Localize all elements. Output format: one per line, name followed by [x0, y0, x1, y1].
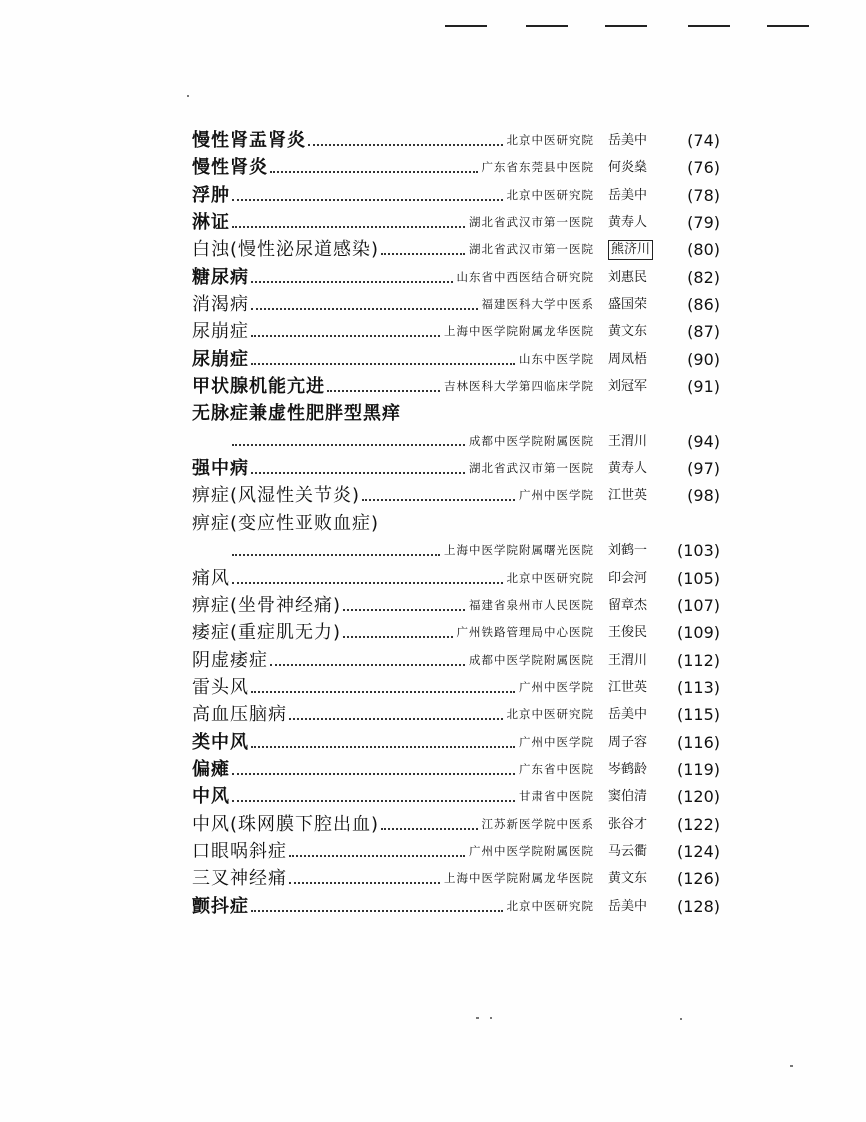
entry-title: 偏瘫 — [192, 756, 232, 783]
entry-institution: 山东省中西医结合研究院 — [453, 264, 599, 291]
entry-institution: 成都中医学院附属医院 — [465, 428, 598, 455]
entry-title: 浮肿 — [192, 182, 232, 209]
entry-author: 周子容 — [608, 734, 648, 750]
entry-title: 痿症(重症肌无力) — [192, 619, 343, 646]
dot-leader — [251, 281, 453, 283]
entry-page-number: (94) — [687, 431, 720, 451]
dot-leader — [251, 308, 478, 310]
entry-institution: 吉林医科大学第四临床学院 — [440, 373, 598, 400]
rule — [767, 25, 809, 27]
toc-entry — [192, 318, 720, 345]
dot-leader — [289, 882, 440, 884]
toc-entry — [192, 729, 720, 756]
toc-entry — [192, 373, 720, 400]
entry-author: 岳美中 — [608, 187, 648, 203]
entry-institution: 北京中医研究院 — [503, 893, 599, 920]
entry-page-number: (97) — [687, 459, 720, 479]
entry-institution: 湖北省武汉市第一医院 — [465, 236, 598, 263]
entry-author: 江世英 — [608, 488, 648, 504]
entry-title: 慢性肾炎 — [192, 154, 270, 181]
entry-institution: 北京中医研究院 — [503, 701, 599, 728]
toc-entry — [192, 182, 720, 209]
entry-page-number: (78) — [687, 185, 720, 205]
dot-leader — [251, 910, 503, 912]
entry-page-number: (122) — [676, 814, 720, 834]
entry-page-number: (128) — [676, 896, 720, 916]
entry-author: 张谷才 — [608, 816, 648, 832]
toc-entry — [192, 647, 720, 674]
entry-page-number: (74) — [687, 131, 720, 150]
entry-page-number: (82) — [687, 267, 720, 287]
entry-institution: 上海中医学院附属龙华医院 — [440, 318, 598, 345]
entry-title: 消渴病 — [192, 291, 251, 318]
entry-author: 岳美中 — [608, 133, 648, 148]
entry-author: 留章杰 — [608, 597, 648, 613]
dot-leader — [251, 691, 515, 693]
entry-institution: 广东省东莞县中医院 — [478, 154, 599, 181]
entry-page-number: (76) — [687, 158, 720, 178]
entry-page-number: (79) — [687, 213, 720, 233]
dot-leader — [381, 828, 477, 830]
entry-title: 中风 — [192, 783, 232, 810]
dot-leader — [289, 855, 465, 857]
entry-institution: 北京中医研究院 — [503, 127, 599, 154]
entry-author: 周凤梧 — [608, 351, 648, 367]
entry-title: 无脉症兼虚性肥胖型黑痒 — [192, 400, 403, 427]
dot-leader — [327, 390, 440, 392]
rule — [688, 25, 730, 27]
entry-author: 岳美中 — [608, 898, 648, 914]
entry-institution: 北京中医研究院 — [503, 565, 599, 592]
entry-author: 黄寿人 — [608, 461, 648, 477]
entry-page-number: (120) — [676, 787, 720, 807]
rule — [445, 25, 487, 27]
entry-title: 高血压脑病 — [192, 701, 289, 728]
dot-leader — [251, 335, 440, 337]
entry-author: 盛国荣 — [608, 297, 648, 313]
entry-author: 黄寿人 — [608, 215, 648, 231]
top-rules — [0, 0, 866, 40]
entry-title: 慢性肾盂肾炎 — [192, 127, 308, 154]
entry-page-number: (90) — [687, 349, 720, 369]
entry-institution: 湖北省武汉市第一医院 — [465, 209, 598, 236]
toc-entry — [192, 291, 720, 318]
entry-author: 王渭川 — [608, 652, 648, 668]
entry-author: 熊济川 — [608, 240, 653, 260]
entry-institution: 广州中医学院附属医院 — [465, 838, 598, 865]
entry-author: 岳美中 — [608, 707, 648, 723]
entry-institution: 广州中医学院 — [515, 729, 598, 756]
entry-author: 刘惠民 — [608, 269, 648, 285]
entry-title: 中风(珠网膜下腔出血) — [192, 811, 381, 838]
dot-leader — [232, 800, 515, 802]
toc-entry — [192, 455, 720, 482]
toc-entry — [192, 865, 720, 892]
entry-title: 类中风 — [192, 729, 251, 756]
entry-author: 王俊民 — [608, 625, 648, 641]
toc-entry — [192, 565, 720, 592]
toc-entry — [192, 127, 720, 154]
entry-title: 痹症(风湿性关节炎) — [192, 482, 362, 509]
entry-title: 白浊(慢性泌尿道感染) — [192, 236, 381, 263]
entry-title: 强中病 — [192, 455, 251, 482]
dot-leader — [381, 253, 465, 255]
entry-title: 三叉神经痛 — [192, 865, 289, 892]
dot-leader — [362, 499, 515, 501]
entry-page-number: (86) — [687, 295, 720, 315]
entry-page-number: (115) — [676, 705, 720, 725]
entry-page-number: (87) — [687, 322, 720, 342]
entry-title: 痛风 — [192, 565, 232, 592]
toc-entry — [192, 154, 720, 181]
entry-institution: 上海中医学院附属曙光医院 — [440, 537, 598, 564]
entry-author: 窦伯清 — [608, 789, 648, 805]
entry-author: 黄文东 — [608, 324, 648, 340]
dot-leader — [232, 554, 440, 556]
entry-institution: 广东省中医院 — [515, 756, 598, 783]
dot-leader — [251, 746, 515, 748]
toc-entry — [192, 674, 720, 701]
entry-title: 雷头风 — [192, 674, 251, 701]
entry-page-number: (107) — [676, 595, 720, 615]
dot-leader — [251, 363, 515, 365]
entry-page-number: (80) — [687, 240, 720, 260]
entry-page-number: (105) — [676, 568, 720, 588]
entry-author: 岑鹤龄 — [608, 761, 648, 777]
entry-title: 口眼㖞斜症 — [192, 838, 289, 865]
entry-page-number: (113) — [676, 677, 720, 697]
dot-leader — [308, 144, 503, 146]
dot-leader — [232, 444, 465, 446]
rule — [526, 25, 568, 27]
toc-entry — [192, 209, 720, 236]
toc-entry — [192, 783, 720, 810]
dot-leader — [289, 718, 503, 720]
entry-author: 王渭川 — [608, 433, 648, 449]
entry-page-number: (119) — [676, 759, 720, 779]
entry-institution: 福建医科大学中医系 — [478, 291, 599, 318]
entry-title: 淋证 — [192, 209, 232, 236]
dot-leader — [232, 773, 515, 775]
entry-institution: 广州中医学院 — [515, 482, 598, 509]
entry-author: 黄文东 — [608, 871, 648, 887]
entry-institution: 山东中医学院 — [515, 346, 598, 373]
dot-leader — [343, 609, 465, 611]
dot-leader — [251, 472, 465, 474]
entry-page-number: (91) — [687, 377, 720, 397]
entry-author: 刘冠军 — [608, 379, 648, 395]
toc-entry — [192, 264, 720, 291]
entry-title: 甲状腺机能亢进 — [192, 373, 327, 400]
entry-author: 马云衢 — [608, 843, 648, 859]
toc-entry — [192, 510, 720, 565]
toc-entry — [192, 236, 720, 263]
rule — [605, 25, 647, 27]
entry-page-number: (116) — [676, 732, 720, 752]
toc-entry — [192, 701, 720, 728]
entry-institution: 江苏新医学院中医系 — [478, 811, 599, 838]
toc-entry — [192, 838, 720, 865]
entry-page-number: (124) — [676, 841, 720, 861]
entry-title: 尿崩症 — [192, 318, 251, 345]
dot-leader — [343, 636, 452, 638]
entry-title: 糖尿病 — [192, 264, 251, 291]
entry-title: 颤抖症 — [192, 893, 251, 920]
entry-author: 刘鹤一 — [608, 543, 648, 559]
entry-author: 何炎燊 — [608, 160, 648, 176]
entry-title: 痹症(坐骨神经痛) — [192, 592, 343, 619]
dot-leader — [270, 664, 465, 666]
dot-leader — [232, 199, 503, 201]
entry-institution: 湖北省武汉市第一医院 — [465, 455, 598, 482]
entry-author: 江世英 — [608, 679, 648, 695]
entry-institution: 上海中医学院附属龙华医院 — [440, 865, 598, 892]
toc-entry — [192, 482, 720, 509]
toc-entry — [192, 811, 720, 838]
entry-institution: 北京中医研究院 — [503, 182, 599, 209]
entry-institution: 广州铁路管理局中心医院 — [453, 619, 599, 646]
toc-entry — [192, 619, 720, 646]
entry-institution: 成都中医学院附属医院 — [465, 647, 598, 674]
entry-page-number: (109) — [676, 623, 720, 643]
toc-entry — [192, 893, 720, 920]
entry-institution: 甘肃省中医院 — [515, 783, 598, 810]
dot-leader — [270, 171, 478, 173]
entry-institution: 福建省泉州市人民医院 — [465, 592, 598, 619]
dot-leader — [232, 582, 503, 584]
toc-entry — [192, 756, 720, 783]
table-of-contents — [192, 127, 720, 920]
entry-title: 阴虚痿症 — [192, 647, 270, 674]
toc-entry — [192, 346, 720, 373]
entry-page-number: (112) — [676, 650, 720, 670]
toc-entry — [192, 400, 720, 455]
entry-title: 尿崩症 — [192, 346, 251, 373]
toc-entry — [192, 592, 720, 619]
entry-page-number: (126) — [676, 869, 720, 889]
entry-author: 印会河 — [608, 570, 648, 586]
entry-page-number: (103) — [676, 541, 720, 561]
dot-leader — [232, 226, 465, 228]
entry-title: 痹症(变应性亚败血症) — [192, 510, 381, 537]
entry-institution: 广州中医学院 — [515, 674, 598, 701]
entry-page-number: (98) — [687, 486, 720, 506]
